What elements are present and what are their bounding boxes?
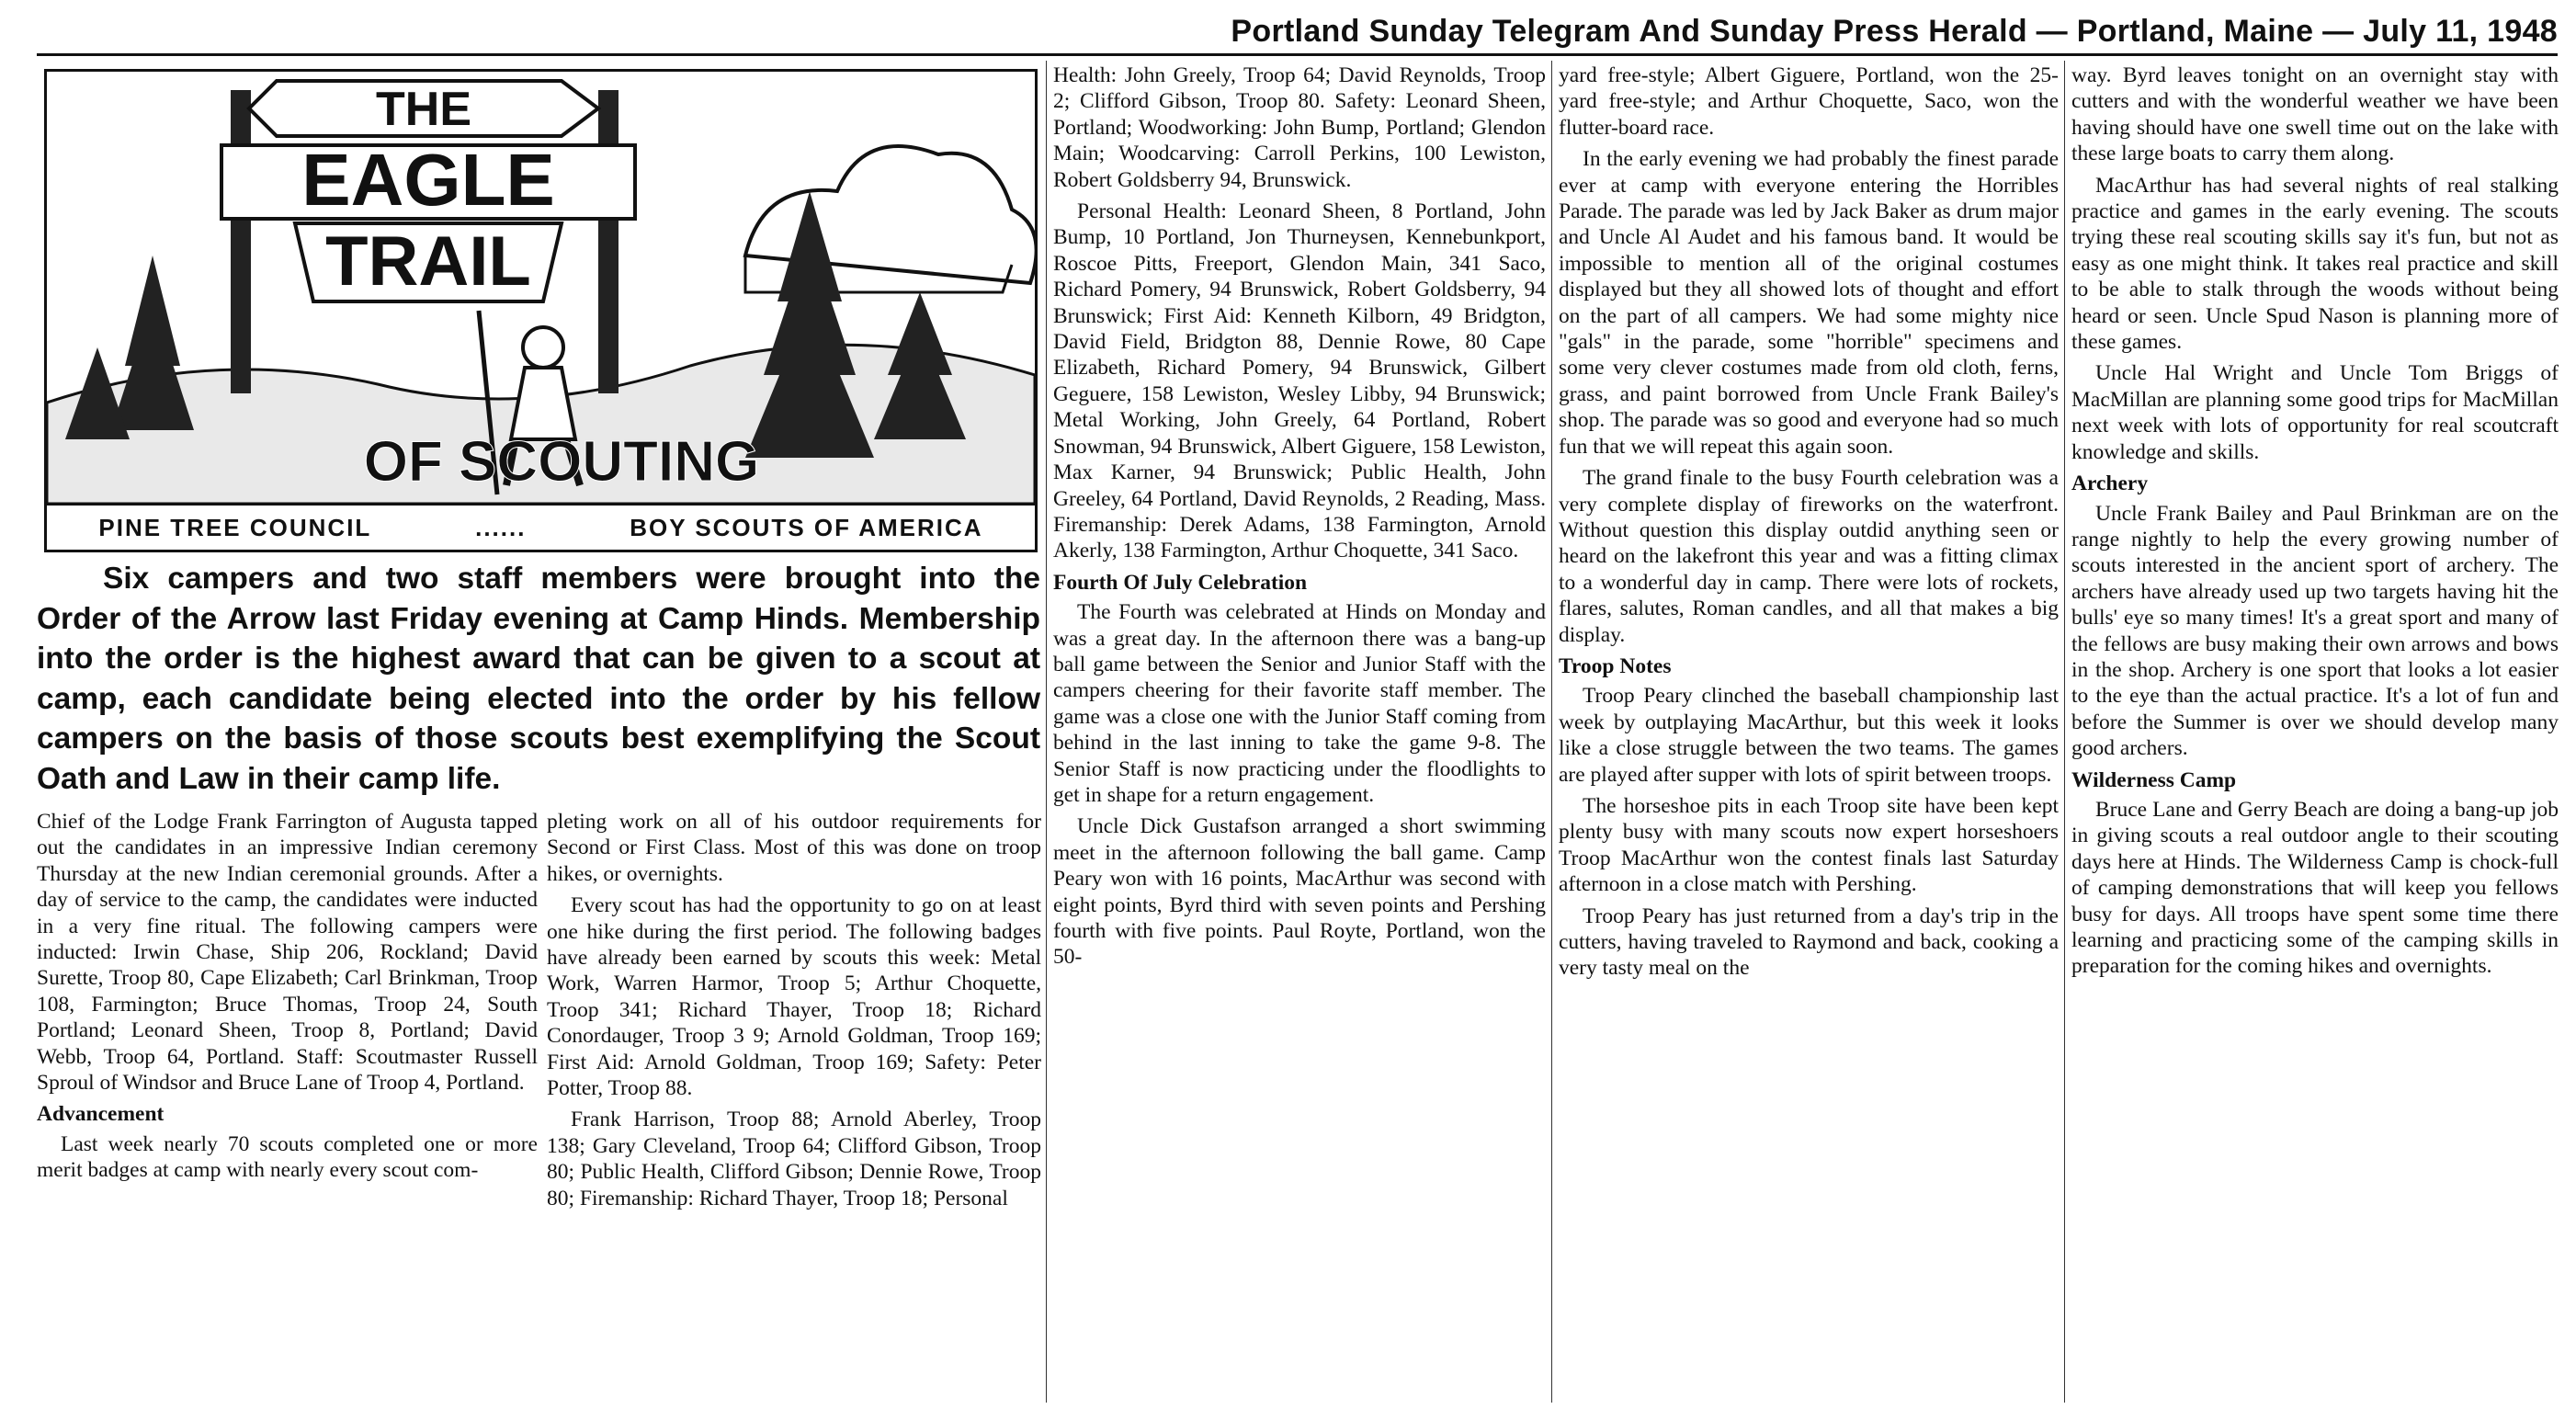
col1-paragraph: Chief of the Lodge Frank Farrington of Augusta tapped out the candidates in an impressive Indian ceremony Thursday at the new Indian ceremonial grounds. After a day of service to the camp, the candidates were inducted in a very fine ritual. The following campers were inducted: Irwin Chase, Ship 206, Rockland; David Surette, Troop 80, Cape Elizabeth; Carl Brinkman, Troop 108, Farmington; Bruce Thomas, Troop 24, South Portland; Leonard Sheen, Troop 8, Portland; David Webb, Troop 64, Portland. Staff: Scoutmaster Russell Sproul of Windsor and Bruce Lane of Troop 4, Portland. (37, 810, 538, 1096)
tree-left-1 (111, 256, 194, 430)
hiker-body (511, 368, 575, 439)
heading-fourth-of-july: Fourth Of July Celebration (1053, 570, 1308, 595)
logo-line2: EAGLE (301, 139, 555, 221)
col3-paragraph: Personal Health: Leonard Sheen, 8 Portland, John Bump, 10 Portland, Jon Thurneysen, Kennebunkport, Roscoe Pitts, Freeport, Glendon Main, 341 Saco, Richard Pomery, 94 Brunswick, Robert Goldsberry, 94 Brunswick; First Aid: Kenneth Kilborn, 49 Bridgton, David Field, Bridgton 88, Dennie Rowe, 80 Cape Elizabeth, Richard Pomery, 94 Brunswick, Gilbert Geguere, 158 Lewiston, Wesley Libby, 94 Brunswick; Metal Working, John Greely, 64 Portland, Robert Snowman, 94 Brunswick, Albert Giguere, 158 Lewiston, Max Karner, 94 Brunswick; Public Health, John Greeley, 64 Portland, David Reynolds, 2 Reading, Mass. Firemanship: Derek Adams, 138 Farmington, Arnold Akerly, 138 Farmington, Arthur Choquette, 341 Saco. (1053, 199, 1546, 563)
eagle-trail-logo (44, 69, 1038, 552)
col4-paragraph: Troop Peary clinched the baseball championship last week by outplaying MacArthur, but this week it looks like a close struggle between the two teams. The games are played after supper with lots of spirit between troops. (1559, 684, 2059, 787)
article-column-2 (547, 809, 1041, 1402)
article-column-5 (2071, 62, 2559, 1403)
column-rule (2064, 61, 2065, 1403)
col4-paragraph: In the early evening we had probably the finest parade ever at camp with everyone entering the Horribles Parade. The parade was led by Jack Baker as drum major and Uncle Al Audet and his famous band. It would be impossible to mention all of the original costumes displayed but they all showed lots of thought and effort on the part of all campers. We had some mighty nice "gals" in the parade, some "horrible" specimens and some very clever costumes made from old cloth, ferns, grass, and paint borrowed from Uncle Frank Bailey's shop. The parade was so good and everyone had so much fun that we will repeat this again soon. (1559, 147, 2059, 459)
col3-paragraph: Uncle Dick Gustafson arranged a short swimming meet in the afternoon following the ball game. Camp Peary won with 16 points, MacArthur was second with eight points, Byrd third with seven points and Pershing fourth with five points. Paul Royte, Portland, won the 50- (1053, 814, 1546, 970)
cloud-shape (745, 146, 1035, 283)
logo-bottom-text: OF SCOUTING (363, 430, 760, 494)
col5-paragraph: way. Byrd leaves tonight on an overnight stay with cutters and with the wonderful weather we have been having should have one swell time out on the lake with these large boats to carry them along. (2071, 63, 2559, 166)
article-column-4 (1559, 62, 2059, 1403)
column-rule (1046, 61, 1047, 1403)
col4-paragraph: yard free-style; Albert Giguere, Portland, won the 25-yard free-style; and Arthur Choquette, Saco, won the flutter-board race. (1559, 63, 2059, 140)
col3-paragraph: Health: John Greely, Troop 64; David Reynolds, Troop 2; Clifford Gibson, Troop 80. Safety: Leonard Sheen, Portland; Woodworking: John Bump, Portland; Glendon Main; Woodcarving: Carroll Perkins, 100 Lewiston, Robert Goldsberry 94, Brunswick. (1053, 63, 1546, 192)
tree-right-1 (745, 191, 874, 458)
col4-paragraph: Troop Peary has just returned from a day's trip in the cutters, having traveled to Raymond and back, cooking a very tasty meal on the (1559, 903, 2059, 981)
col5-paragraph: Bruce Lane and Gerry Beach are doing a bang-up job in giving scouts a real outdoor angle to their scouting days here at Hinds. The Wilderness Camp is chock-full of camping demonstrations that will keep you fellows busy for days. All troops have spent some time there learning and practicing some of the camping skills in preparation for the coming hikes and overnights. (2071, 797, 2559, 979)
col2-paragraph: pleting work on all of his outdoor requirements for Second or First Class. Most of this was done on troop hikes, or overnights. (547, 810, 1041, 886)
col5-paragraph: Uncle Hal Wright and Uncle Tom Briggs of MacMillan are planning some good trips for MacMillan next week with lots of opportunity for real scoutcraft knowledge and skills. (2071, 361, 2559, 464)
heading-troop-notes: Troop Notes (1559, 653, 1672, 678)
article-column-3 (1053, 62, 1546, 1403)
col5-paragraph: MacArthur has had several nights of real stalking practice and games in the early evening. The scouts trying these real scouting skills say it's fun, but not as easy as one might think. It takes real practice and skill to be able to stalk through the woods without being heard or seen. Uncle Spud Nason is planning more of these games. (2071, 173, 2559, 355)
logo-line3: TRAIL (325, 222, 531, 301)
heading-advancement: Advancement (37, 1102, 165, 1127)
col2-paragraph: Every scout has had the opportunity to go on at least one hike during the first period. The following badges have already been earned by scouts this week: Metal Work, Warren Harmor, Troop 5; Arthur Choquette, Troop 341; Richard Thayer, Troop 18; Richard Conordauger, Troop 3 9; Arnold Goldman, Troop 169; First Aid: Arnold Goldman, Troop 169; Safety: Peter Potter, Troop 88. (547, 893, 1041, 1101)
col4-paragraph: The horseshoe pits in each Troop site have been kept plenty busy with many scouts now expert horseshoers Troop MacArthur won the contest finals last Saturday afternoon in a close match with Pershing. (1559, 793, 2059, 897)
masthead (37, 7, 2558, 56)
logo-footer-right: BOY SCOUTS OF AMERICA (630, 513, 983, 541)
lead-paragraph (37, 559, 1040, 799)
col4-paragraph: The grand finale to the busy Fourth celebration was a very complete display of fireworks on the waterfront. Without question this display outdid anything seen or heard on the lakefront this year and was a fitting climax to a wonderful day in camp. There were lots of rockets, flares, salutes, Roman candles, and all that makes a big display. (1559, 466, 2059, 647)
col5-paragraph: Uncle Frank Bailey and Paul Brinkman are on the range nightly to help the every growing number of scouts interested in the ancient sport of archery. The archers have already used up two targets having hit the bulls' eye so many times! It's a great sport and many of the fellows are busy making their own arrows and bows in the shop. Archery is one sport that looks a lot easier to the eye than the actual practice. It's a lot of fun and before the Summer is over we should develop many good archers. (2071, 501, 2559, 761)
col2-paragraph: Frank Harrison, Troop 88; Arnold Aberley, Troop 138; Gary Cleveland, Troop 64; Clifford Gibson, Troop 80; Public Health, Clifford Gibson; Dennie Rowe, Troop 80; Firemanship: Richard Thayer, Troop 18; Personal (547, 1108, 1041, 1210)
logo-footer-left: PINE TREE COUNCIL (98, 513, 372, 541)
logo-footer (47, 503, 1035, 550)
col3-paragraph: The Fourth was celebrated at Hinds on Monday and was a great day. In the afternoon there was a bang-up ball game between the Senior and Junior Staff with the campers cheering for their favorite staff member. The game was a close one with the Junior Staff coming from behind in the last inning to take the game 9-8. The Senior Staff is now practicing under the floodlights to get in shape for a return engagement. (1053, 600, 1546, 807)
heading-archery: Archery (2071, 472, 2149, 496)
article-column-1 (37, 809, 538, 1402)
hiker-head (523, 327, 563, 368)
lead-text: Six campers and two staff members were brought into the Order of the Arrow last Friday evening at Camp Hinds. Membership into the order is the highest award that can be given to a scout at camp, each candidate being elected into the order by his fellow campers on the basis of those scouts best exemplifying the Scout Oath and Law in their camp life. (37, 562, 1040, 796)
logo-illustration (47, 72, 1035, 550)
col1-paragraph: Last week nearly 70 scouts completed one or more merit badges at camp with nearly every scout com- (37, 1131, 538, 1183)
sign-post-left (231, 90, 251, 393)
heading-wilderness-camp: Wilderness Camp (2071, 767, 2237, 792)
logo-footer-dots: ...... (475, 513, 527, 541)
sign-post-right (598, 90, 618, 393)
masthead-text: Portland Sunday Telegram And Sunday Press Herald — Portland, Maine — July 11, 1948 (1231, 14, 2558, 49)
logo-line1: THE (376, 83, 471, 136)
column-rule (1551, 61, 1552, 1403)
